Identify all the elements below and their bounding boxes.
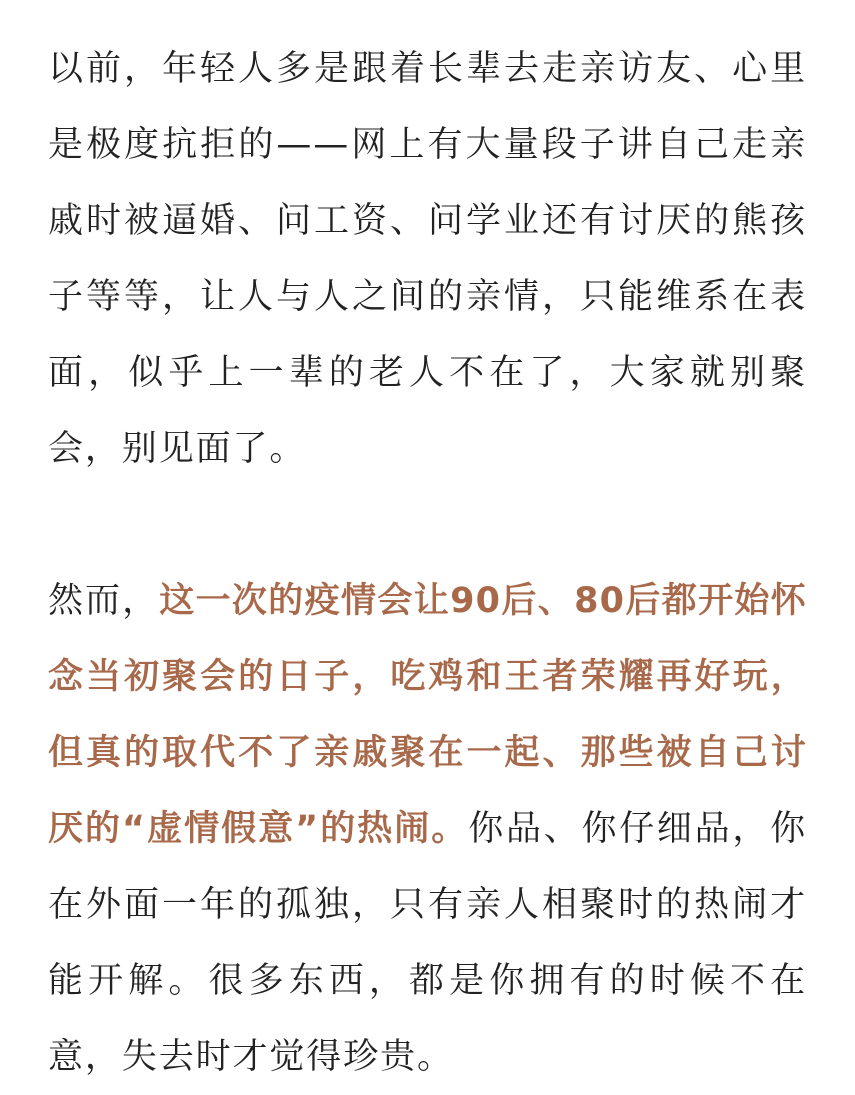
paragraph-body-text: 你品、你仔细品，你在外面一年的孤独，只有亲人相聚时的热闹才能开解。很多东西，都是你拥有的时候不在意，失去时才觉得珍贵。 <box>48 809 807 1077</box>
paragraph: 以前，年轻人多是跟着长辈去走亲访友、心里是极度抗拒的——网上有大量段子讲自己走亲戚时被逼婚、问工资、问学业还有讨厌的熊孩子等等，让人与人之间的亲情，只能维系在表面，似乎上一辈的老人不在了，大家就别聚会，别见面了。 <box>48 49 807 469</box>
highlighted-text: 这一次的疫情会让90后、80后都开始怀念当初聚会的日子，吃鸡和王者荣耀再好玩，但真的取代不了亲戚聚在一起、那些被自己讨厌的“虚情假意”的热闹。 <box>48 581 807 849</box>
paragraph-lead-text: 然而， <box>48 581 160 621</box>
paragraph <box>48 563 807 1095</box>
